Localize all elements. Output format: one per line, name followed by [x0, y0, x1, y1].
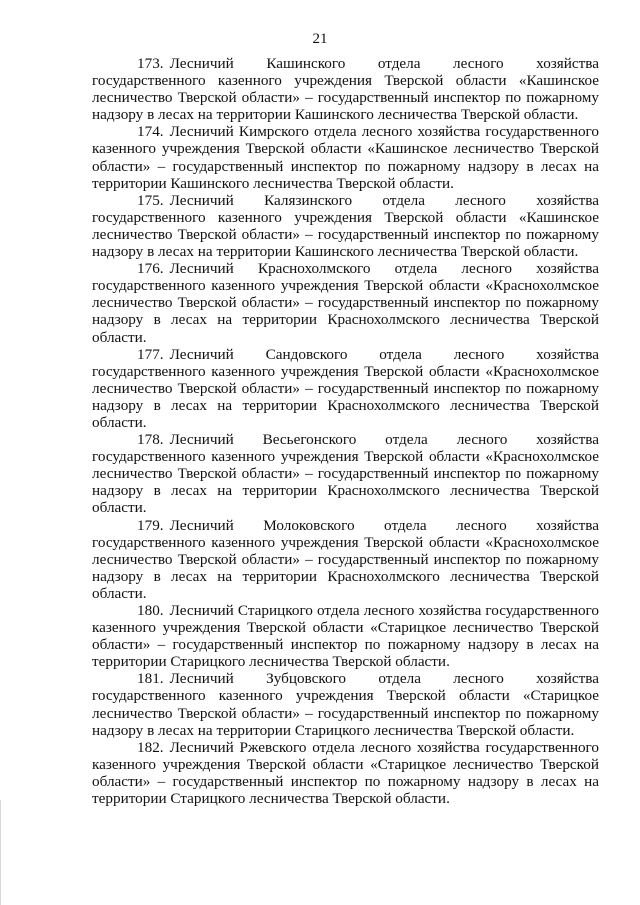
- list-item: [92, 192, 599, 260]
- item-number: 173.: [137, 55, 164, 72]
- item-text: Лесничий Весьегонского отдела лесного хозяйства государственного казенного учреждения Тверской области «Краснохолмское лесничество Тверской области» – государственный инспектор по пожарному надзору в лесах на территории Краснохолмского лесничества Тверской области.: [92, 431, 599, 517]
- item-number: 177.: [137, 345, 164, 363]
- list-item: [92, 55, 599, 123]
- item-text: Лесничий Калязинского отдела лесного хозяйства государственного казенного учреждения Тверской области «Кашинское лесничество Тверской области» – государственный инспектор по пожарному надзору в лесах на территории Кашинского лесничества Тверской области.: [92, 191, 599, 261]
- item-number: 174.: [137, 123, 164, 141]
- list-item: [92, 602, 599, 670]
- item-number: 176.: [137, 260, 164, 278]
- document-body: [92, 55, 599, 807]
- scan-edge-line: [0, 800, 1, 905]
- list-item: [92, 517, 599, 602]
- item-text: Лесничий Сандовского отдела лесного хозяйства государственного казенного учреждения Тверской области «Краснохолмское лесничество Тверской области» – государственный инспектор по пожарному надзору в лесах на территории Краснохолмского лесничества Тверской области.: [92, 345, 599, 431]
- item-text: Лесничий Кашинского отдела лесного хозяйства государственного казенного учреждения Тверской области «Кашинское лесничество Тверской области» – государственный инспектор по пожарному надзору в лесах на территории Кашинского лесничества Тверской области.: [92, 55, 599, 124]
- list-item: [92, 346, 599, 431]
- list-item: [92, 123, 599, 191]
- item-number: 180.: [137, 602, 164, 619]
- list-item: [92, 260, 599, 345]
- item-text: Лесничий Зубцовского отдела лесного хозяйства государственного казенного учреждения Тверской области «Старицкое лесничество Тверской области» – государственный инспектор по пожарному надзору в лесах на территории Старицкого лесничества Тверской области.: [92, 670, 599, 739]
- page-number: 21: [312, 31, 328, 47]
- list-item: [92, 431, 599, 516]
- list-item: [92, 739, 599, 807]
- item-number: 182.: [137, 738, 164, 756]
- item-number: 181.: [137, 670, 164, 688]
- item-text: Лесничий Краснохолмского отдела лесного хозяйства государственного казенного учреждения Тверской области «Краснохолмское лесничество Тверской области» – государственный инспектор по пожарному надзору в лесах на территории Краснохолмского лесничества Тверской области.: [92, 260, 599, 346]
- item-text: Лесничий Ржевского отдела лесного хозяйства государственного казенного учреждения Тверской области «Старицкое лесничество Тверской области» – государственный инспектор по пожарному надзору в лесах на территории Старицкого лесничества Тверской области.: [92, 738, 599, 808]
- item-number: 175.: [137, 191, 164, 209]
- item-text: Лесничий Кимрского отдела лесного хозяйства государственного казенного учреждения Тверской области «Кашинское лесничество Тверской области» – государственный инспектор по пожарному надзору в лесах на территории Кашинского лесничества Тверской области.: [92, 123, 599, 192]
- list-item: [92, 670, 599, 738]
- item-number: 178.: [137, 431, 164, 449]
- item-number: 179.: [137, 516, 164, 534]
- item-text: Лесничий Старицкого отдела лесного хозяйства государственного казенного учреждения Тверской области «Старицкое лесничество Тверской области» – государственный инспектор по пожарному надзору в лесах на территории Старицкого лесничества Тверской области.: [92, 602, 599, 671]
- item-text: Лесничий Молоковского отдела лесного хозяйства государственного казенного учреждения Тверской области «Краснохолмское лесничество Тверской области» – государственный инспектор по пожарному надзору в лесах на территории Краснохолмского лесничества Тверской области.: [92, 516, 599, 602]
